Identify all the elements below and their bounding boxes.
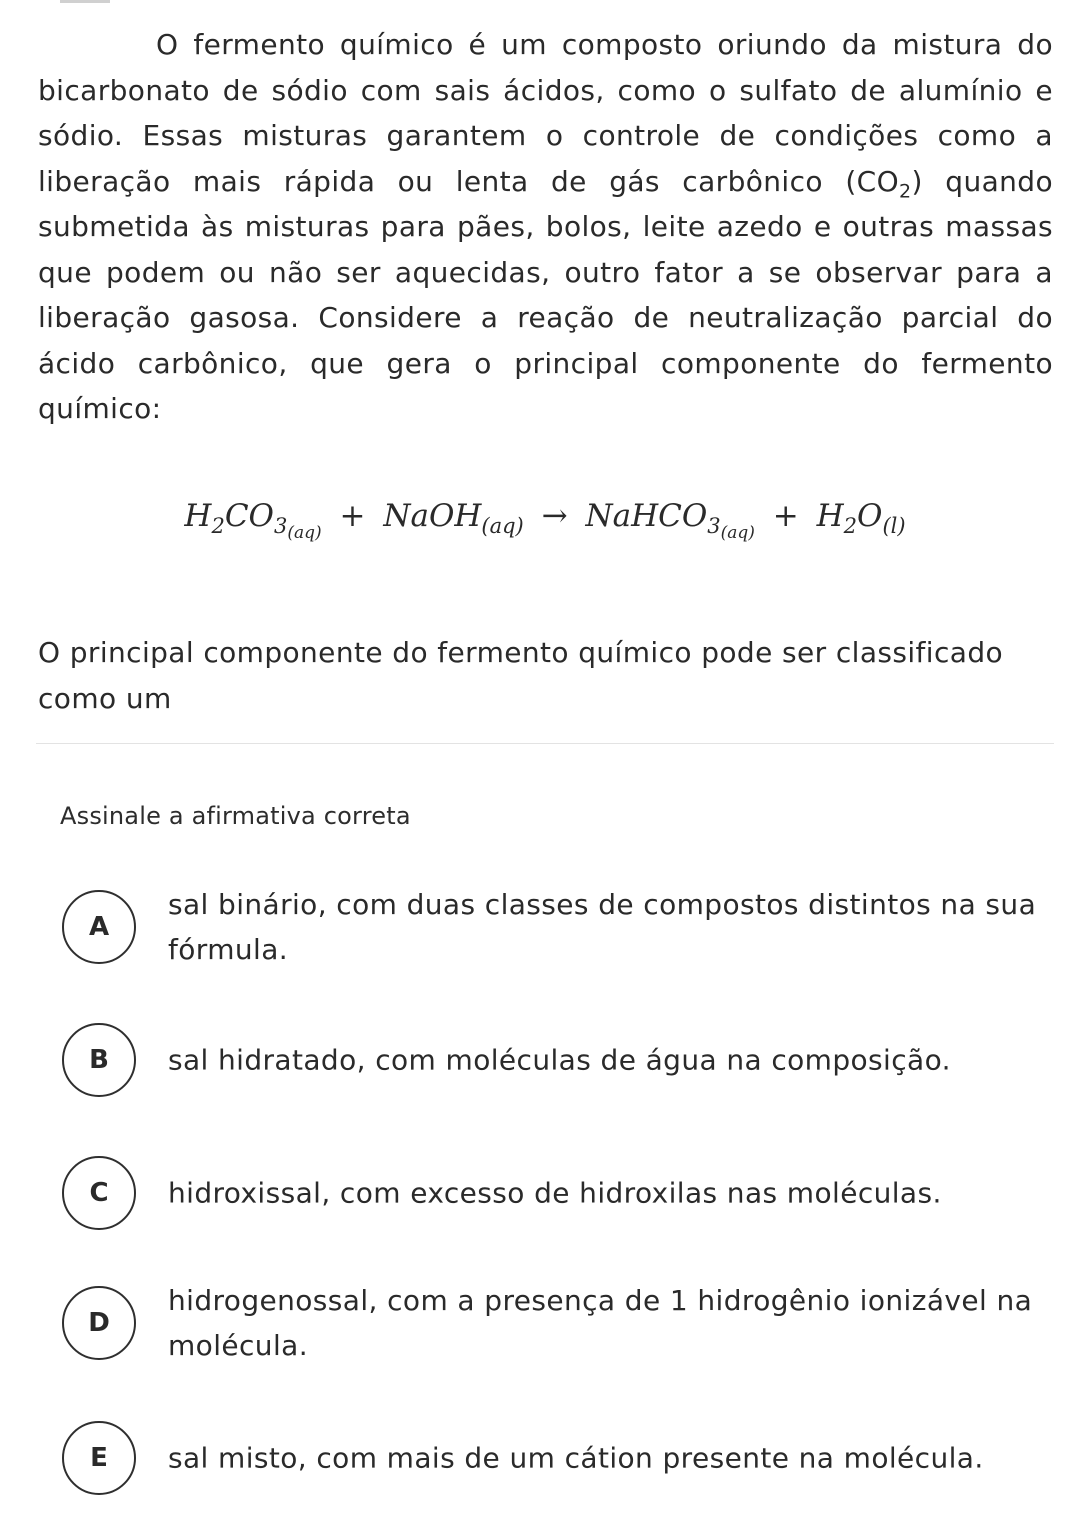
eq-h2co3-h: H	[184, 498, 212, 534]
option-c-text[interactable]: hidroxissal, com excesso de hidroxilas nas moléculas.	[168, 1176, 942, 1210]
eq-h2co3-co: CO	[224, 498, 274, 534]
option-c[interactable]	[62, 1138, 1052, 1248]
instruction-label: Assinale a afirmativa correta	[60, 802, 411, 830]
statement-text-part2: ) quando submetida às misturas para pães, bolos, leite azedo e outras massas que podem ou não ser aquecidas, outro fator a se observar para a liberação gasosa. Considere a reação de neutralização parcial do ácido carbônico, que gera o principal componente do fermento químico:	[38, 164, 1053, 425]
eq-naoh: NaOH	[383, 498, 482, 534]
eq-nahco3-state: (aq)	[720, 523, 755, 544]
eq-h2o-h: H	[816, 498, 844, 534]
option-a-text[interactable]: sal binário, com duas classes de compostos distintos na sua fórmula.	[168, 888, 1037, 966]
option-c-letter[interactable]: C	[62, 1156, 136, 1230]
eq-plus-1: +	[339, 498, 366, 534]
eq-h2o-state: (l)	[882, 514, 906, 539]
question-statement	[38, 22, 1053, 432]
chemical-equation	[0, 498, 1090, 543]
eq-h2o-sub2: 2	[843, 514, 858, 539]
question-prompt: O principal componente do fermento químico pode ser classificado como um	[38, 636, 1004, 715]
eq-nahco3-sub-group	[707, 514, 755, 544]
eq-plus-2: +	[772, 498, 799, 534]
co2-subscript: 2	[899, 180, 912, 203]
option-b-text[interactable]: sal hidratado, com moléculas de água na composição.	[168, 1043, 951, 1077]
option-d-letter[interactable]: D	[62, 1286, 136, 1360]
option-b-letter[interactable]: B	[62, 1023, 136, 1097]
eq-h2co3-sub3: 3	[273, 514, 288, 539]
eq-h2co3-sub2: 2	[211, 514, 225, 539]
eq-naoh-state: (aq)	[481, 514, 524, 539]
eq-nahco3: NaHCO	[585, 498, 708, 534]
section-divider	[36, 743, 1054, 744]
option-e-text[interactable]: sal misto, com mais de um cátion presente na molécula.	[168, 1441, 984, 1475]
option-a-letter[interactable]: A	[62, 890, 136, 964]
option-d-text[interactable]: hidrogenossal, com a presença de 1 hidrogênio ionizável na molécula.	[168, 1284, 1033, 1362]
top-divider-fragment	[60, 0, 110, 3]
option-e-letter[interactable]: E	[62, 1421, 136, 1495]
eq-h2co3-sub-group	[273, 514, 322, 544]
option-e[interactable]	[62, 1403, 1052, 1513]
statement-text-part1: O fermento químico é um composto oriundo da mistura do bicarbonato de sódio com sais ácidos, como o sulfato de alumínio e sódio. Essas misturas garantem o controle de condições como a liberação mais rápida ou lenta de gás carbônico (CO	[38, 28, 1053, 198]
option-a[interactable]	[62, 872, 1052, 982]
eq-h2o-o: O	[857, 498, 883, 534]
eq-h2co3-state: (aq)	[287, 523, 322, 544]
option-d[interactable]	[62, 1268, 1052, 1378]
option-b[interactable]	[62, 1005, 1052, 1115]
eq-arrow: →	[541, 498, 568, 534]
statement-paragraph	[38, 22, 1053, 432]
eq-nahco3-sub3: 3	[707, 514, 721, 539]
